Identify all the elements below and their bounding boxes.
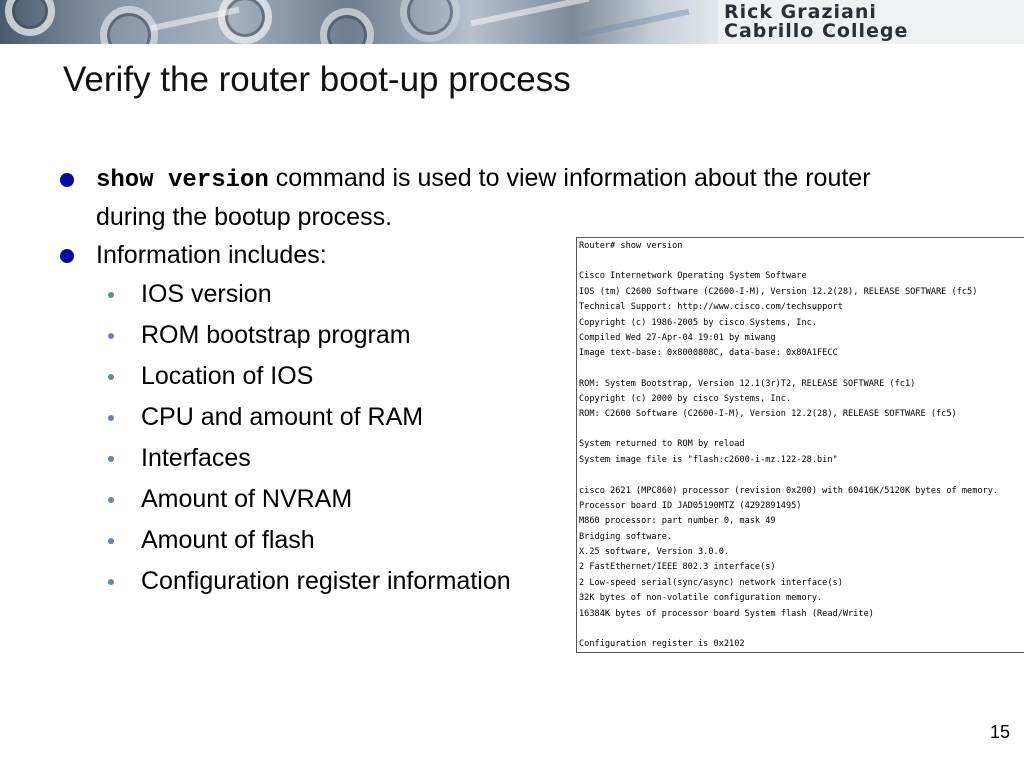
command-name: show version [96, 167, 269, 194]
sub-bullet-icon [108, 456, 114, 462]
sub-bullet-icon [108, 579, 114, 585]
show-version-output [576, 237, 1024, 653]
gear-graphic [320, 8, 374, 44]
terminal-line: Cisco Internetwork Operating System Software [579, 271, 807, 281]
sub-bullet-icon [108, 415, 114, 421]
bullet-dot-icon [60, 249, 74, 263]
gear-graphic [5, 0, 55, 36]
banner-streak [581, 9, 690, 38]
terminal-line: Copyright (c) 2000 by cisco Systems, Inc. [579, 394, 792, 404]
bullet-text: Information includes: [96, 241, 327, 269]
terminal-line: Copyright (c) 1986-2005 by cisco Systems, Inc. [579, 318, 817, 328]
terminal-line: Processor board ID JAD05190MTZ (4292891495) [579, 501, 802, 511]
author-label [718, 0, 1024, 44]
page-number: 15 [990, 722, 1011, 742]
college-name: Cabrillo College [724, 20, 909, 42]
command-description: command is used to view information about the router during the bootup process. [96, 164, 871, 231]
terminal-line: System image file is "flash:c2600-i-mz.122-28.bin" [579, 455, 838, 465]
terminal-line: Router# show version [579, 241, 683, 251]
terminal-line: ROM: System Bootstrap, Version 12.1(3r)T2, RELEASE SOFTWARE (fc1) [579, 379, 916, 389]
sub-bullet-icon [108, 292, 114, 298]
bullet-dot-icon [60, 173, 74, 187]
gear-graphic [218, 0, 272, 44]
terminal-line: cisco 2621 (MPC860) processor (revision 0x200) with 60416K/5120K bytes of memory. [579, 486, 999, 496]
terminal-line: Bridging software. [579, 532, 673, 542]
terminal-line: 32K bytes of non-volatile configuration memory. [579, 593, 823, 603]
sub-bullet-icon [108, 538, 114, 544]
slide-title: Verify the router boot-up process [63, 60, 571, 99]
banner-streak [471, 0, 590, 26]
terminal-line: 16384K bytes of processor board System flash (Read/Write) [579, 609, 874, 619]
bullet-text [96, 160, 916, 236]
terminal-line: IOS (tm) C2600 Software (C2600-I-M), Version 12.2(28), RELEASE SOFTWARE (fc5) [579, 287, 978, 297]
terminal-line: 2 Low-speed serial(sync/async) network interface(s) [579, 578, 843, 588]
terminal-line: System returned to ROM by reload [579, 439, 745, 449]
sub-bullet-icon [108, 497, 114, 503]
header-banner [0, 0, 1024, 44]
terminal-line: Compiled Wed 27-Apr-04 19:01 by miwang [579, 333, 776, 343]
terminal-line: Configuration register is 0x2102 [579, 639, 745, 649]
author-name: Rick Graziani [724, 1, 877, 23]
terminal-line: ROM: C2600 Software (C2600-I-M), Version 12.2(28), RELEASE SOFTWARE (fc5) [579, 409, 957, 419]
sub-bullet-icon [108, 333, 114, 339]
terminal-line: Technical Support: http://www.cisco.com/techsupport [579, 302, 843, 312]
gear-graphic [400, 0, 460, 42]
terminal-line: Image text-base: 0x8000808C, data-base: 0x80A1FECC [579, 348, 838, 358]
terminal-line: 2 FastEthernet/IEEE 802.3 interface(s) [579, 562, 776, 572]
terminal-line: X.25 software, Version 3.0.0. [579, 547, 730, 557]
terminal-line: M860 processor: part number 0, mask 49 [579, 516, 776, 526]
sub-bullet-icon [108, 374, 114, 380]
